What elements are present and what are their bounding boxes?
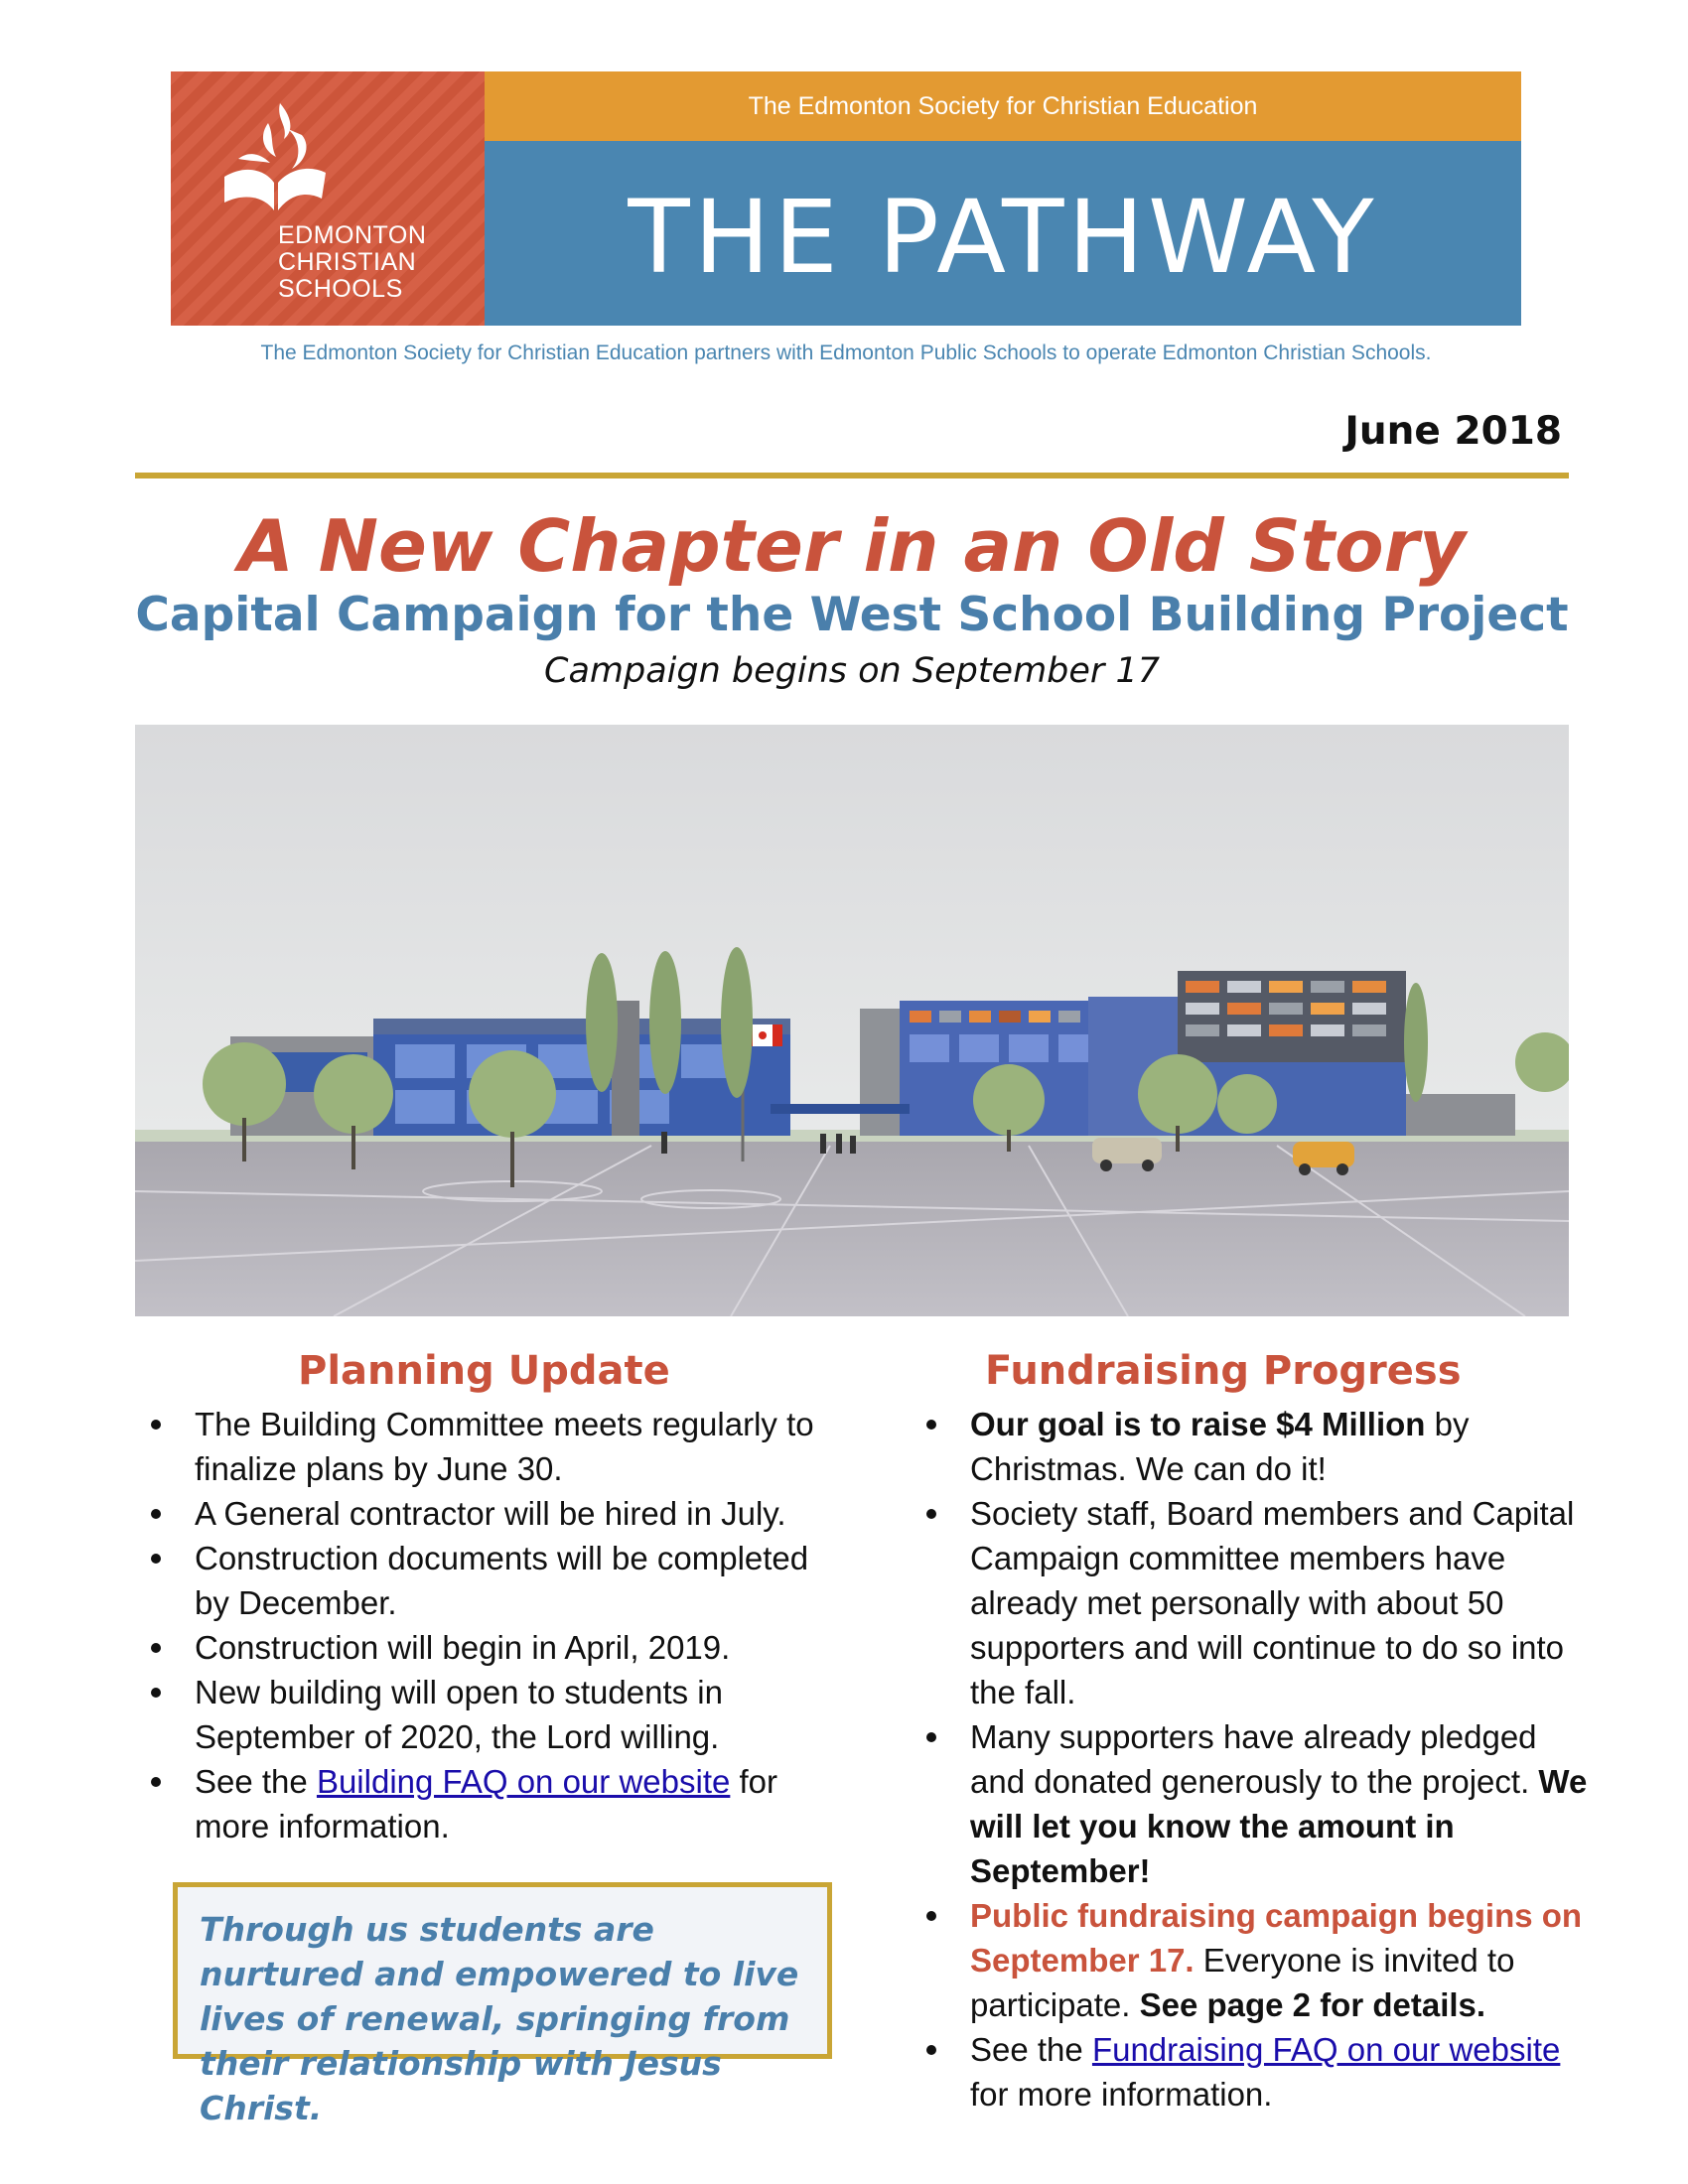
campaign-start-line: Campaign begins on September 17	[544, 651, 1160, 691]
list-item	[139, 1536, 834, 1625]
logo-line: SCHOOLS	[278, 275, 403, 303]
list-item	[914, 1893, 1590, 2027]
mission-statement-box	[173, 1882, 832, 2127]
list-item	[139, 1491, 834, 1536]
school-logo	[171, 71, 485, 326]
campaign-start-highlight: Public fundraising campaign begins on September 17.	[970, 1897, 1583, 1979]
list-item-text: See the	[195, 1763, 317, 1800]
partner-statement: The Edmonton Society for Christian Education partners with Edmonton Public Schools to operate Edmonton Christian Schools.	[260, 341, 1432, 364]
goal-text: Our goal is to raise $4 Million	[970, 1406, 1426, 1442]
main-headline: A New Chapter in an Old Story	[237, 504, 1467, 588]
list-item-text: Construction documents will be completed by December.	[195, 1540, 809, 1621]
masthead	[171, 71, 1521, 326]
gold-divider	[135, 473, 1569, 478]
list-item	[914, 2027, 1590, 2116]
school-building-rendering	[135, 725, 1569, 1316]
fundraising-progress-heading: Fundraising Progress	[985, 1348, 1462, 1394]
building-faq-link[interactable]: Building FAQ on our website	[316, 1763, 731, 1800]
list-item	[139, 1625, 834, 1670]
logo-line: CHRISTIAN	[278, 248, 417, 276]
society-name-bar: The Edmonton Society for Christian Education	[485, 71, 1521, 141]
amount-announcement: We will let you know the amount in September!	[970, 1763, 1588, 1889]
list-item-text: New building will open to students in September of 2020, the Lord willing.	[195, 1674, 723, 1755]
list-item-text: by Christmas. We can do it!	[970, 1406, 1470, 1487]
fundraising-faq-link[interactable]: Fundraising FAQ on our website	[1091, 2031, 1561, 2068]
list-item	[914, 1402, 1590, 1491]
logo-line: EDMONTON	[278, 221, 427, 249]
list-item	[139, 1402, 834, 1491]
list-item-text: Many supporters have already pledged and donated generously to the project.	[970, 1718, 1539, 1800]
newsletter-title: THE PATHWAY	[485, 141, 1521, 326]
list-item-text: The Building Committee meets regularly to finalize plans by June 30.	[195, 1406, 814, 1487]
subheadline: Capital Campaign for the West School Building Project	[135, 588, 1569, 642]
logo-wordmark	[278, 222, 477, 303]
list-item-text: See the	[970, 2031, 1092, 2068]
fundraising-progress-list	[914, 1402, 1590, 2116]
planning-update-heading: Planning Update	[298, 1348, 670, 1394]
list-item-text: A General contractor will be hired in July.	[195, 1495, 786, 1532]
list-item-text: for more information.	[970, 2076, 1273, 2113]
list-item-text: for more information.	[195, 1763, 778, 1844]
list-item	[914, 1714, 1590, 1893]
page-reference: See page 2 for details.	[1139, 1986, 1486, 2023]
list-item	[139, 1759, 834, 1848]
flame-book-icon	[218, 99, 328, 216]
list-item	[139, 1670, 834, 1759]
list-item-text: Construction will begin in April, 2019.	[195, 1629, 731, 1666]
list-item-text: Everyone is invited to participate.	[970, 1942, 1515, 2023]
planning-update-list	[139, 1402, 834, 1848]
list-item	[914, 1491, 1590, 1714]
mission-statement: Through us students are nurtured and empowered to live lives of renewal, springing from their relationship with Jesus Christ.	[200, 1910, 799, 2127]
issue-date: June 2018	[1344, 409, 1562, 454]
list-item-text: Society staff, Board members and Capital Campaign committee members have already met personally with about 50 supporters and will continue to do so into the fall.	[970, 1495, 1575, 1710]
